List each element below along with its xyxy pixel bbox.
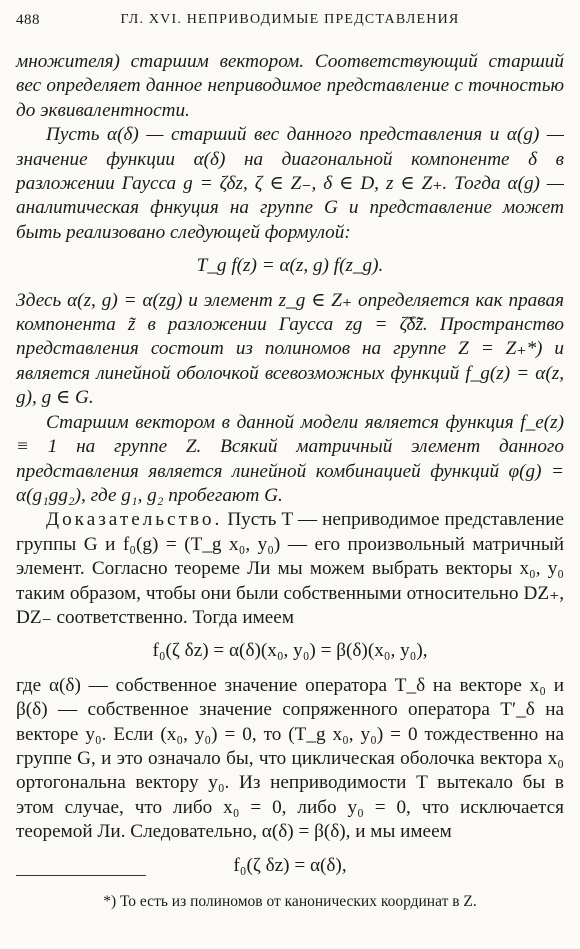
paragraph: множителя) старшим вектором. Соответствующий старший вес определяет данное неприводимое представление с точностью до эквивалентности. (16, 51, 564, 121)
paragraph: Пусть α(δ) — старший вес данного представления и α(g) — значение функции α(δ) на диагональной компоненте δ в разложении Гаусса g = ζδz, ζ ∈ Z₋, δ ∈ D, z ∈ Z₊. Тогда α(g) — аналитическая фнкуция на группе G и представление может быть реализовано следующей формулой: (16, 124, 564, 243)
footnote-rule (16, 875, 146, 876)
footnote: *) То есть из полиномов от канонических координат в Z. (103, 893, 477, 910)
formula: f₀(ζ δz) = α(δ), (233, 854, 347, 876)
paragraph: где α(δ) — собственное значение оператора T_δ на векторе x₀ и β(δ) — собственное значение сопряженного оператора T′_δ на векторе y₀. Если (x₀, y₀) = 0, то (T_g x₀, y₀) = 0 тождественно на группе G, и это означало бы, что циклическая оболочка вектора x₀ ортогональна вектору y₀. Из неприводимости T вытекало бы в этом случае, что либо x₀ = 0, либо y₀ = 0, что исключается теоремой Ли. Следовательно, α(δ) = β(δ), и мы имеем (16, 674, 564, 843)
chapter-title: ГЛ. XVI. НЕПРИВОДИМЫЕ ПРЕДСТАВЛЕНИЯ (120, 12, 460, 27)
page-header (16, 12, 564, 36)
page-body (16, 50, 564, 888)
paragraph: Старшим вектором в данной модели является функция f_e(z) ≡ 1 на группе Z. Всякий матричный элемент данного представления является линейной комбинацией функций φ(g) = α(g₁gg₂), где g₁, g₂ пробегают G. (16, 411, 564, 506)
paragraph: Здесь α(z, g) = α(zg) и элемент z_g ∈ Z₊ определяется как правая компонента z̃ в разложении Гаусса zg = ζ̃δ̃z̃. Пространство представления состоит из полиномов на группе Z = Z₊*) и является линейной оболочкой всевозможных функций f_g(z) = α(z, g), g ∈ G. (16, 289, 564, 409)
proof-text: Пусть T — неприводимое представление группы G и f₀(g) = (T_g x₀, y₀) — его произвольный матричный элемент. Согласно теореме Ли мы можем выбрать векторы x₀, y₀ таким образом, чтобы они были собственными относительно DZ₊, DZ₋ соответственно. Тогда имеем (16, 509, 564, 628)
formula: f₀(ζ δz) = α(δ)(x₀, y₀) = β(δ)(x₀, y₀), (152, 640, 428, 662)
proof-label: Доказательство. (46, 509, 223, 531)
formula: T_g f(z) = α(z, g) f(z_g). (196, 255, 384, 277)
page-number: 488 (16, 12, 40, 28)
proof-paragraph (16, 508, 564, 630)
